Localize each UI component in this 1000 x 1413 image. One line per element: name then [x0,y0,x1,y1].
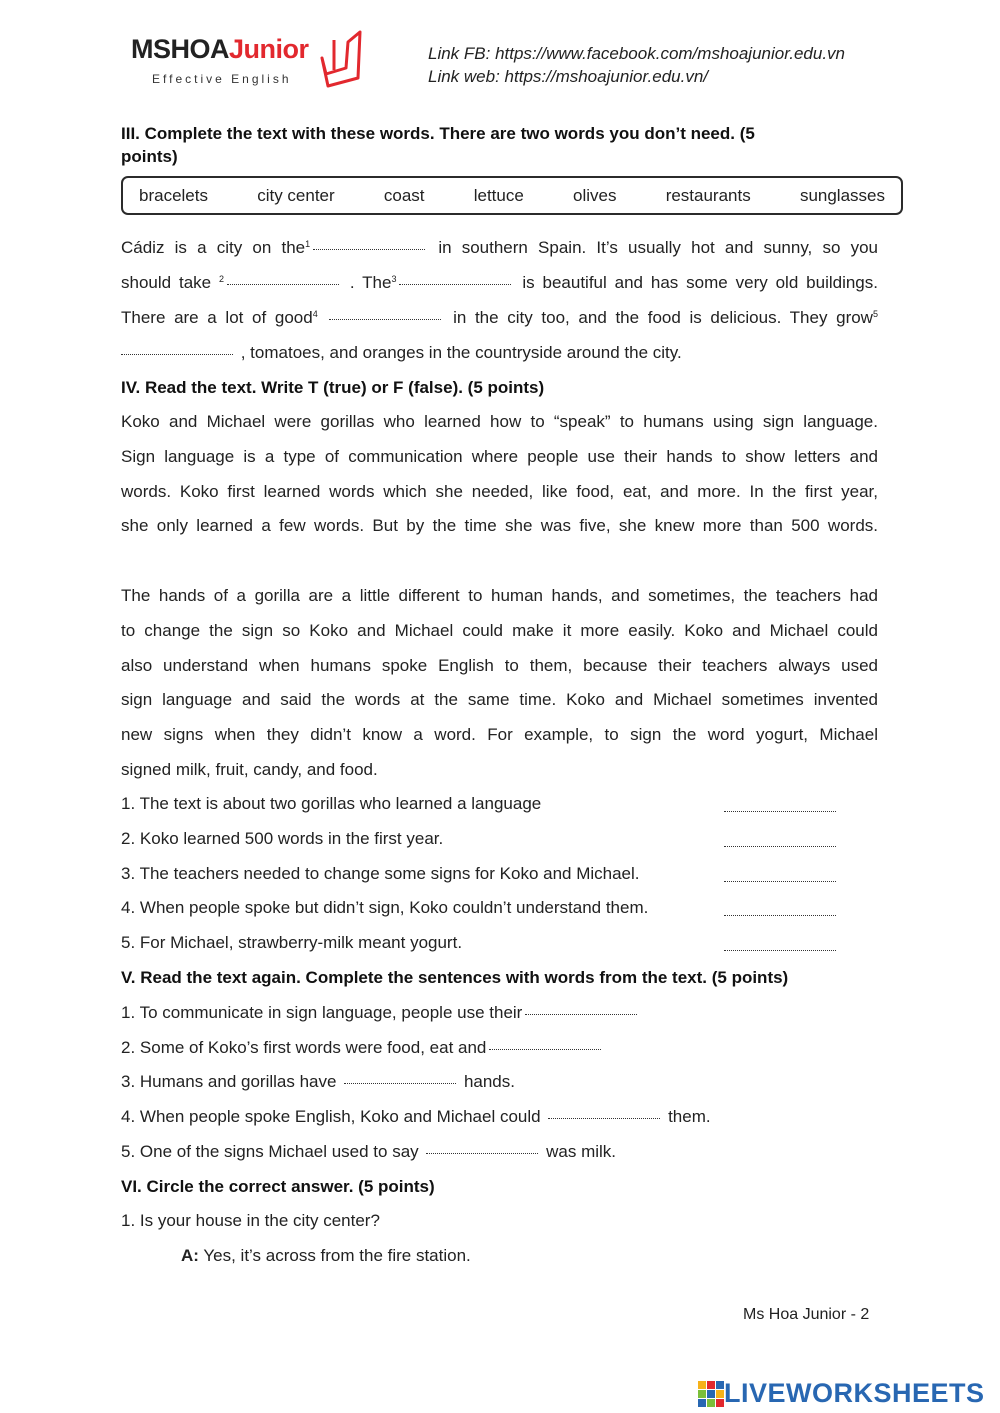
option-label: A: [181,1246,199,1265]
text-span: was milk. [546,1142,617,1161]
cadiz-line-1 [121,238,878,258]
completion-5 [121,1142,616,1162]
completion-3 [121,1072,515,1092]
tf-item-3: 3. The teachers needed to change some signs for Koko and Michael. [121,864,640,883]
completion-5-blank[interactable] [426,1152,538,1154]
section5-heading: V. Read the text again. Complete the sentences with words from the text. (5 points) [121,968,789,987]
text-span: is beautiful and has some very old buildings. [522,273,878,292]
tf-item-4: 4. When people spoke but didn’t sign, Koko couldn’t understand them. [121,898,649,917]
completion-1 [121,1003,640,1023]
word-bank-item: lettuce [473,185,524,205]
text-span: There are a lot of good [121,308,313,327]
text-span: , tomatoes, and oranges in the countryside around the city. [240,343,682,362]
passage-line: Sign language is a type of communication where people use their hands to show letters and [121,447,878,466]
tf-answer-4-blank[interactable] [724,914,836,916]
logo-tagline: Effective English [152,72,292,86]
completion-2-blank[interactable] [489,1048,601,1050]
gap-3-blank[interactable] [399,283,511,285]
logo-main-text: MSHOA [131,34,229,64]
word-bank-item: olives [573,185,617,205]
tf-answer-1-blank[interactable] [724,810,836,812]
section3-heading-line2: points) [121,147,178,166]
passage-line: signed milk, fruit, candy, and food. [121,760,378,779]
completion-4-blank[interactable] [548,1117,660,1119]
gap-1-blank[interactable] [313,248,425,250]
header-links [428,42,845,88]
text-span: in the city too, and the food is delicious. They grow [453,308,873,327]
link-facebook[interactable]: Link FB: https://www.facebook.com/mshoajunior.edu.vn [428,44,846,63]
answer-option-a[interactable] [181,1246,471,1266]
passage-line: sign language and said the words at the same time. Koko and Michael sometimes invented [121,690,878,709]
gap-4-blank[interactable] [329,318,441,320]
tf-item-5: 5. For Michael, strawberry-milk meant yogurt. [121,933,463,952]
word-bank-item: city center [257,185,335,205]
option-text: Yes, it’s across from the fire station. [203,1246,471,1265]
word-bank-item: sunglasses [799,185,885,205]
liveworksheets-logo-icon [698,1381,724,1407]
gap-number: 5 [872,309,878,319]
gap-2-blank[interactable] [227,283,339,285]
logo-wordmark [131,34,309,65]
text-span: in southern Spain. It’s usually hot and sunny, so you [438,238,878,257]
gap-number: 4 [312,309,318,319]
page-footer: Ms Hoa Junior - 2 [743,1306,870,1323]
text-span: 1. To communicate in sign language, people use their [121,1003,523,1022]
cadiz-line-4 [121,343,682,363]
text-span: them. [668,1107,711,1126]
completion-3-blank[interactable] [344,1082,456,1084]
word-bank-item: restaurants [665,185,751,205]
text-span: 5. One of the signs Michael used to say [121,1142,419,1161]
word-bank-item: bracelets [139,185,208,205]
text-span: . The [349,273,392,292]
passage-line: words. Koko first learned words which she needed, like food, eat, and more. In the first year, [121,482,878,501]
passage-line: Koko and Michael were gorillas who learned how to “speak” to humans using sign language. [121,412,878,431]
passage-line: to change the sign so Koko and Michael could make it more easily. Koko and Michael could [121,621,878,640]
liveworksheets-wordmark: LIVEWORKSHEETS [724,1378,985,1408]
text-span: 3. Humans and gorillas have [121,1072,337,1091]
logo-accent-text: Junior [229,34,309,64]
passage-line: The hands of a gorilla are a little different to human hands, and sometimes, the teachers had [121,586,878,605]
book-logo-icon [318,28,364,90]
text-span: should take [121,273,212,292]
question-1: 1. Is your house in the city center? [121,1211,380,1230]
section4-heading: IV. Read the text. Write T (true) or F (false). (5 points) [121,378,545,397]
gap-number: 1 [305,239,311,249]
section3-heading-line1: III. Complete the text with these words. There are two words you don’t need. (5 [121,124,755,143]
tf-item-2: 2. Koko learned 500 words in the first year. [121,829,444,848]
completion-2 [121,1038,604,1058]
section6-heading: VI. Circle the correct answer. (5 points) [121,1177,435,1196]
liveworksheets-brand [698,1378,985,1409]
gap-5-blank[interactable] [121,353,233,355]
passage-line: she only learned a few words. But by the time she was five, she knew more than 500 words. [121,516,878,535]
tf-item-1: 1. The text is about two gorillas who learned a language [121,794,542,813]
tf-answer-2-blank[interactable] [724,845,836,847]
text-span: Cádiz is a city on the [121,238,306,257]
text-span: 2. Some of Koko’s first words were food, eat and [121,1038,487,1057]
text-span: 4. When people spoke English, Koko and Michael could [121,1107,541,1126]
cadiz-line-2 [121,273,878,293]
link-website[interactable]: Link web: https://mshoajunior.edu.vn/ [428,67,709,86]
completion-1-blank[interactable] [525,1013,637,1015]
passage-line: also understand when humans spoke English to them, because their teachers always used [121,656,878,675]
tf-answer-3-blank[interactable] [724,880,836,882]
word-bank-item: coast [383,185,425,205]
gap-number: 2 [218,274,224,284]
gap-number: 3 [391,274,397,284]
cadiz-line-3 [121,308,878,328]
word-bank [121,176,903,215]
completion-4 [121,1107,711,1127]
passage-line: new signs when they didn’t know a word. For example, to sign the word yogurt, Michael [121,725,878,744]
tf-answer-5-blank[interactable] [724,949,836,951]
text-span: hands. [463,1072,515,1091]
